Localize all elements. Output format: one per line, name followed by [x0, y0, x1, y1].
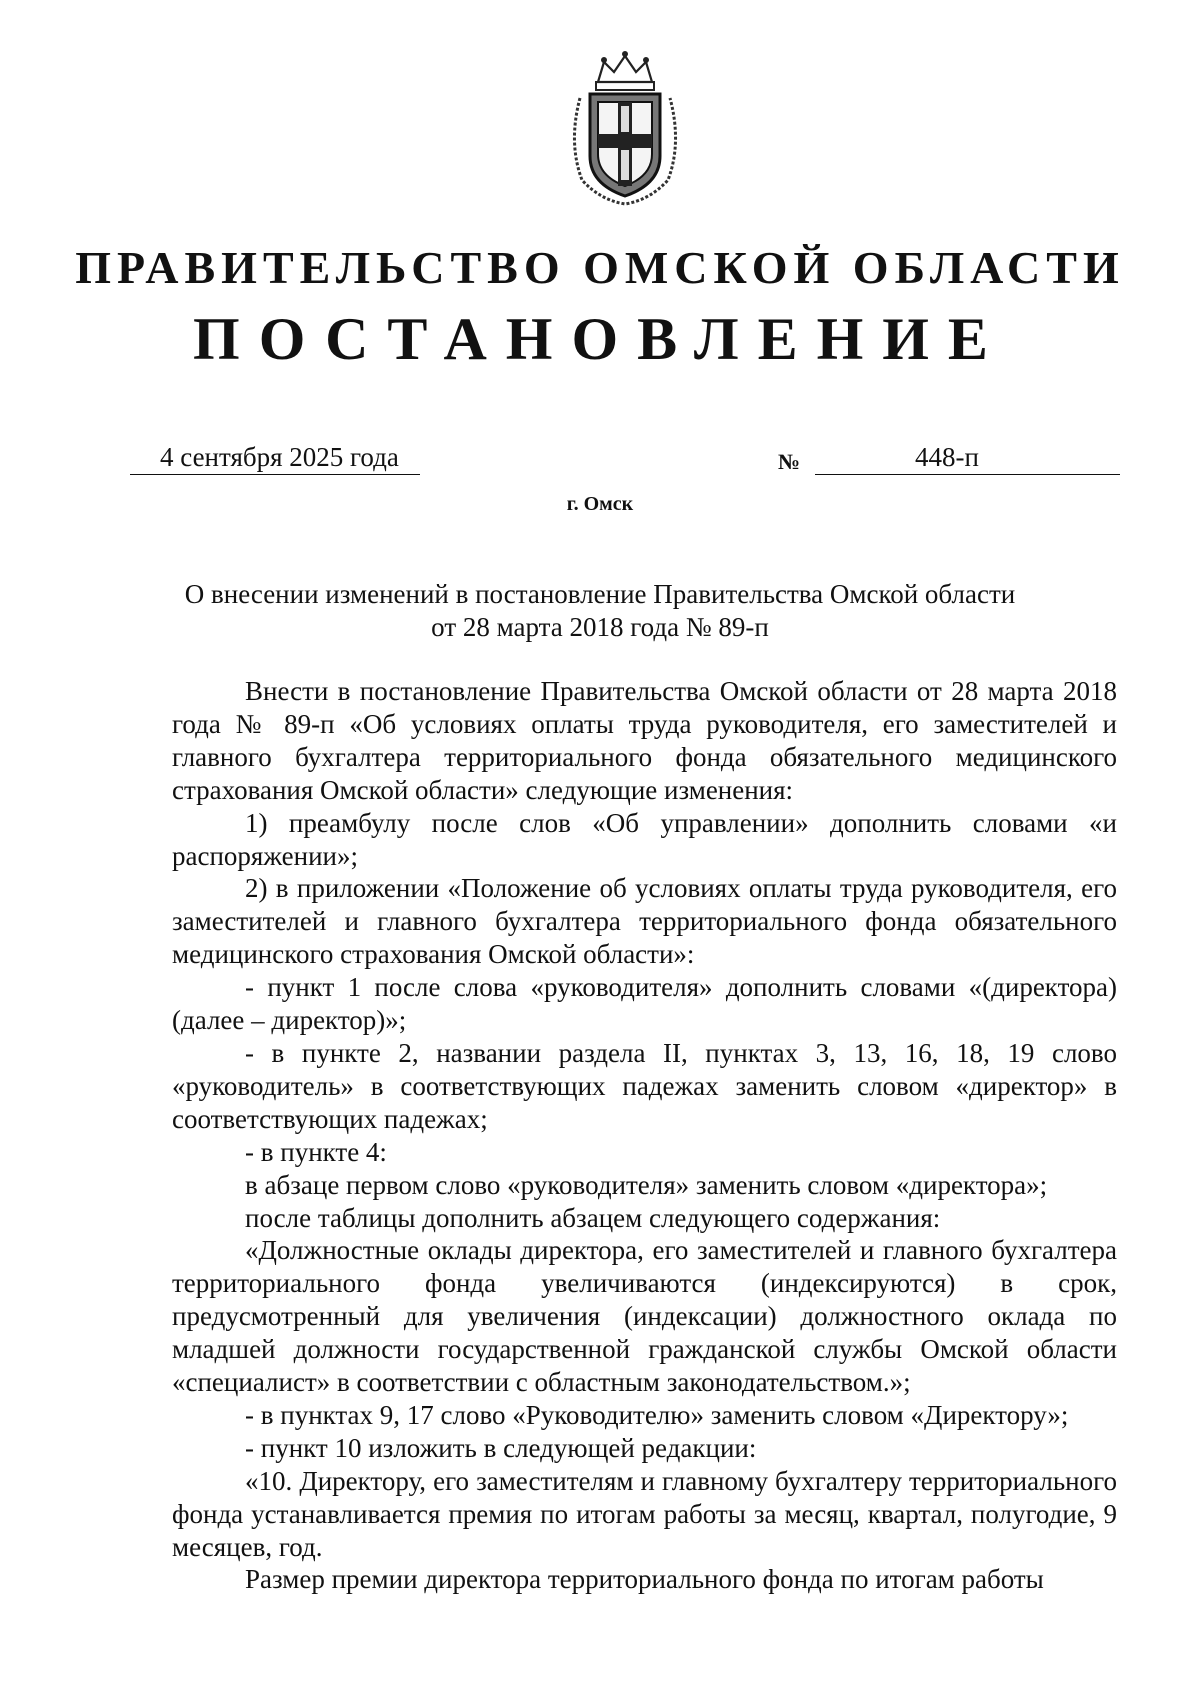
body-paragraph: «10. Директору, его заместителям и главному бухгалтеру территориального фонда устанавливается премия по итогам работы за месяц, квартал, полугодие, 9 месяцев, год. [172, 1465, 1117, 1562]
body-paragraph: 2) в приложении «Положение об условиях оплаты труда руководителя, его заместителей и главного бухгалтера территориального фонда обязательного медицинского страхования Омской области»: [172, 873, 1117, 970]
body-paragraph: в абзаце первом слово «руководителя» заменить словом «директора»; [245, 1169, 1048, 1200]
body-paragraph: после таблицы дополнить абзацем следующего содержания: [245, 1202, 941, 1233]
subject-line-2: от 28 марта 2018 года № 89-п [431, 612, 769, 642]
number-field [815, 440, 1120, 475]
body-paragraph: Внести в постановление Правительства Омской области от 28 марта 2018 года № 89-п «Об условиях оплаты труда руководителя, его заместителей и главного бухгалтера территориального фонда обязательного медицинского страхования Омской области» следующие изменения: [172, 676, 1117, 805]
body-paragraph: - в пункте 4: [245, 1136, 387, 1167]
document-number: 448-п [915, 442, 979, 472]
body-paragraph: - в пунктах 9, 17 слово «Руководителю» заменить словом «Директору»; [245, 1399, 1069, 1430]
document-subject [120, 578, 1080, 644]
body-paragraph: - пункт 10 изложить в следующей редакции: [245, 1432, 757, 1463]
document-type-heading: ПОСТАНОВЛЕНИЕ [193, 306, 1007, 372]
subject-line-1: О внесении изменений в постановление Правительства Омской области [184, 579, 1016, 609]
body-paragraph: 1) преамбулу после слов «Об управлении» дополнить словами «и распоряжении»; [172, 807, 1117, 871]
document-body [172, 675, 1117, 1596]
date-field [130, 440, 420, 475]
body-paragraph: - пункт 1 после слова «руководителя» дополнить словами «(директора) (далее – директор)»; [172, 972, 1117, 1036]
organization-title: ПРАВИТЕЛЬСТВО ОМСКОЙ ОБЛАСТИ [75, 242, 1125, 293]
body-paragraph: «Должностные оклады директора, его заместителей и главного бухгалтера территориального фонда увеличиваются (индексируются) в срок, предусмотренный для увеличения (индексации) должностного оклада по младшей должности государственной гражданской службы Омской области «специалист» в соответствии с областным законодательством.»; [172, 1235, 1117, 1398]
body-paragraph: Размер премии директора территориального фонда по итогам работы [245, 1564, 1044, 1595]
city-label: г. Омск [566, 493, 634, 515]
body-paragraph: - в пункте 2, названии раздела II, пунктах 3, 13, 16, 18, 19 слово «руководитель» в соответствующих падежах заменить словом «директор» в соответствующих падежах; [172, 1037, 1117, 1134]
coat-of-arms-icon [560, 48, 690, 208]
number-sign: № [778, 449, 801, 474]
document-date: 4 сентября 2025 года [160, 442, 399, 472]
